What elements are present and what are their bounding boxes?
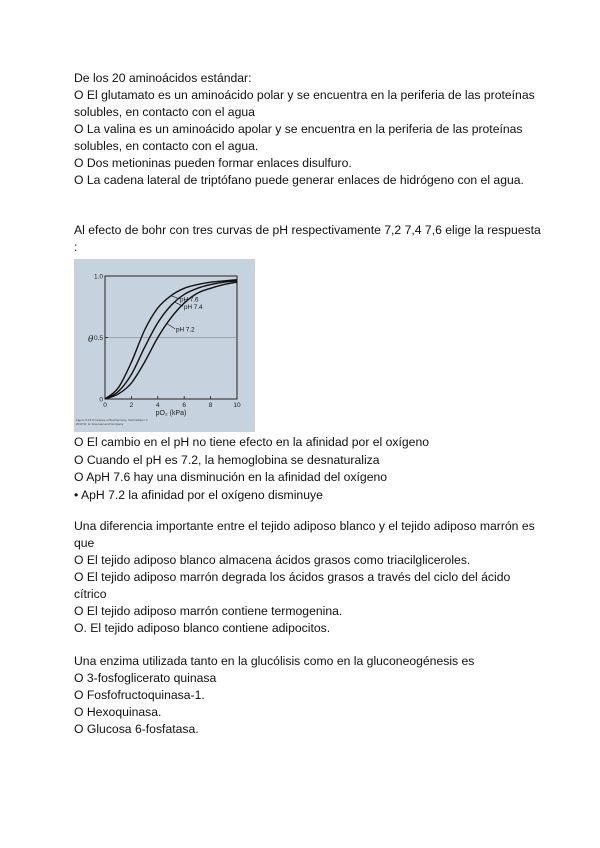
question-stem: De los 20 aminoácidos estándar: bbox=[74, 71, 252, 85]
curve-pH-7-4 bbox=[105, 281, 237, 399]
answer-option[interactable]: O El cambio en el pH no tiene efecto en la afinidad por el oxígeno bbox=[74, 435, 430, 449]
x-tick-label: 2 bbox=[129, 402, 134, 409]
answer-option[interactable]: O Hexoquinasa. bbox=[74, 705, 162, 719]
y-axis-label: θ bbox=[88, 335, 94, 345]
question-3 bbox=[74, 518, 544, 637]
series-label: pH 7.4 bbox=[183, 304, 203, 312]
answer-option[interactable]: O El tejido adiposo blanco almacena ácidos grasos como triacilgliceroles. bbox=[74, 553, 471, 567]
chart-svg bbox=[74, 259, 255, 432]
question-stem: Una diferencia importante entre el tejido adiposo blanco y el tejido adiposo marrón es que bbox=[74, 519, 535, 550]
x-axis-label: pO₂ (kPa) bbox=[155, 410, 187, 417]
y-tick-label: 0.5 bbox=[93, 335, 103, 342]
answer-option[interactable]: O Dos metioninas pueden formar enlaces disulfuro. bbox=[74, 156, 352, 170]
answer-option[interactable]: • ApH 7.2 la afinidad por el oxígeno disminuye bbox=[74, 487, 323, 502]
series-label: pH 7.6 bbox=[180, 296, 199, 304]
series-leader-line bbox=[167, 324, 175, 329]
answer-option[interactable]: O Fosfofructoquinasa-1. bbox=[74, 688, 205, 702]
x-tick-label: 4 bbox=[155, 402, 160, 409]
question-stem: Una enzima utilizada tanto en la glucólisis como en la gluconeogénesis es bbox=[74, 654, 475, 668]
x-tick-label: 6 bbox=[182, 402, 187, 409]
answer-option[interactable]: O. El tejido adiposo blanco contiene adipocitos. bbox=[74, 621, 331, 635]
question-1 bbox=[74, 70, 544, 189]
answer-option[interactable]: O La valina es un aminoácido apolar y se encuentra en la periferia de las proteínas solubles, en contacto con el agua. bbox=[74, 122, 523, 153]
x-tick-label: 8 bbox=[208, 402, 213, 409]
curve-pH-7-2 bbox=[105, 282, 237, 399]
answer-option[interactable]: O El tejido adiposo marrón degrada los ácidos grasos a través del ciclo del ácido cítrico bbox=[74, 570, 511, 601]
x-tick-label: 10 bbox=[233, 402, 241, 409]
answer-option[interactable]: O ApH 7.6 hay una disminución en la afinidad del oxígeno bbox=[74, 470, 388, 484]
question-stem: Al efecto de bohr con tres curvas de pH respectivamente 7,2 7,4 7,6 elige la respuesta : bbox=[74, 223, 541, 254]
series-leader-line bbox=[171, 296, 179, 299]
curve-pH-7-6 bbox=[105, 280, 237, 399]
answer-option[interactable]: O El glutamato es un aminoácido polar y se encuentra en la periferia de las proteínas solubles, en contacto con el agua bbox=[74, 88, 535, 119]
answer-option[interactable]: O Cuando el pH es 7.2, la hemoglobina se desnaturaliza bbox=[74, 452, 380, 467]
question-4 bbox=[74, 653, 544, 738]
x-tick-label: 0 bbox=[103, 402, 107, 409]
question-2-options bbox=[74, 434, 544, 504]
figure-caption: Figure 5-16 Principles of Biochemistry, Sixth Edition © 2013 W. H. Freeman and Company bbox=[76, 419, 148, 426]
y-tick-label: 1.0 bbox=[93, 273, 103, 281]
answer-option[interactable]: O 3-fosfoglicerato quinasa bbox=[74, 671, 217, 685]
answer-option[interactable]: O La cadena lateral de triptófano puede generar enlaces de hidrógeno con el agua. bbox=[74, 173, 524, 187]
answer-option[interactable]: O El tejido adiposo marrón contiene termogenina. bbox=[74, 604, 343, 618]
bohr-effect-chart bbox=[74, 259, 255, 432]
answer-option[interactable]: O Glucosa 6-fosfatasa. bbox=[74, 722, 199, 736]
series-label: pH 7.2 bbox=[176, 326, 195, 334]
y-tick-label: 0 bbox=[99, 396, 103, 404]
question-2 bbox=[74, 222, 544, 256]
